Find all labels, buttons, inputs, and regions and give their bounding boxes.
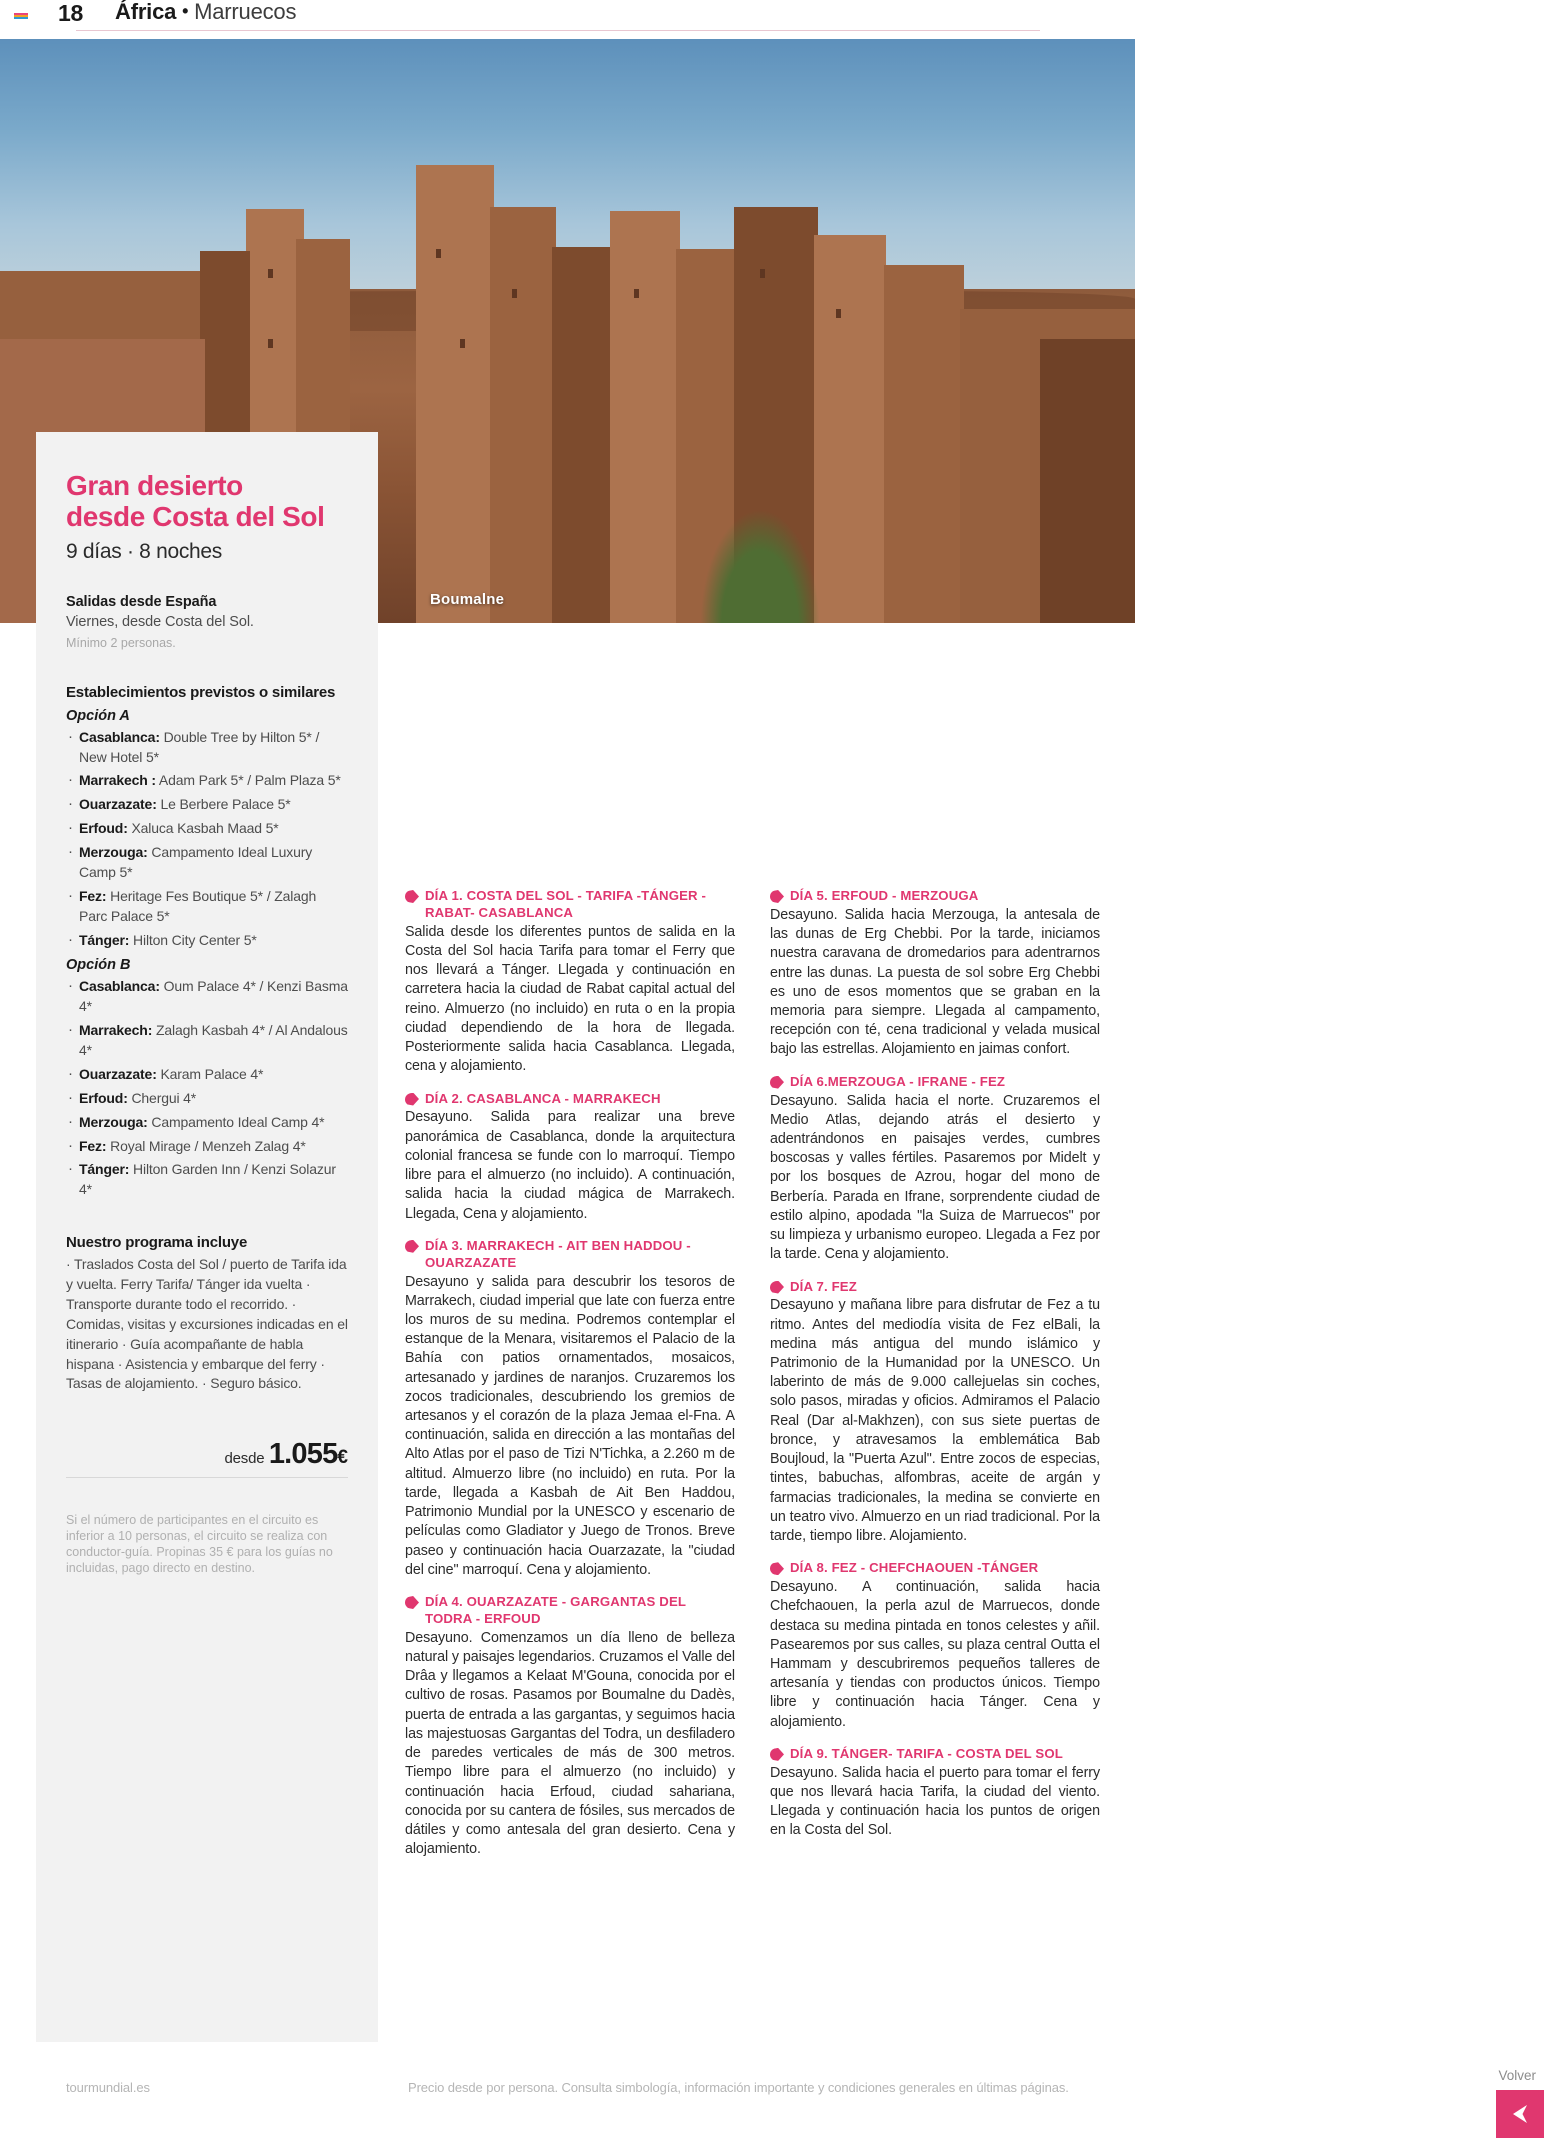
package-title-line2: desde Costa del Sol xyxy=(66,501,325,533)
back-button[interactable] xyxy=(1496,2090,1544,2138)
hero-tower-10 xyxy=(814,235,886,623)
hotel-city: Ouarzazate: xyxy=(79,1065,157,1082)
day-title-text: DÍA 1. COSTA DEL SOL - TARIFA -TÁNGER - RABAT- CASABLANCA xyxy=(425,888,707,920)
hotel-names: Chergui 4* xyxy=(127,1089,197,1106)
package-duration: 9 días · 8 noches xyxy=(66,539,222,563)
hotel-list-item xyxy=(66,931,348,951)
itinerary-day-title xyxy=(770,1746,1100,1763)
brand-mark-icon xyxy=(14,11,36,21)
price-from-label: desde xyxy=(224,1450,265,1468)
back-arrow-icon xyxy=(1507,2101,1533,2127)
package-info-card xyxy=(36,432,378,1616)
hotel-names: Campamento Ideal Luxury Camp 5* xyxy=(79,844,313,880)
hero-window xyxy=(436,249,441,258)
hotel-names: Oum Palace 4* / Kenzi Basma 4* xyxy=(79,978,348,1015)
hero-window xyxy=(268,339,273,348)
page-number: 18 xyxy=(58,0,83,26)
price-currency: € xyxy=(337,1447,348,1469)
hotel-names: Hilton City Center 5* xyxy=(129,931,257,948)
hero-tower-11 xyxy=(884,265,964,623)
hotel-city: Erfoud: xyxy=(79,820,128,837)
hotel-names: Campamento Ideal Camp 4* xyxy=(147,1113,325,1130)
itinerary-day-title xyxy=(770,888,1100,905)
itinerary-day-body: Desayuno. Salida hacia el norte. Cruzaremos el Medio Atlas, dejando atrás el desierto y adentrándonos en paisajes verdes, cumbres boscosas y valles fértiles. Pasaremos por Midelt y por los bosques de Azrou, hogar del mono de Berbería. Parada en Ifrane, sorprendente ciudad de estilo alpino, apodada "la Suiza de Marruecos" por su limpieza y urbanismo europeo. Llegada a Fez por la tarde. Cena y alojamiento. xyxy=(770,1092,1100,1263)
hotel-city: Tánger: xyxy=(79,1161,130,1178)
breadcrumb-separator: • xyxy=(182,1,189,21)
itinerary-day-title xyxy=(405,1594,735,1628)
hotel-city: Merzouga: xyxy=(79,844,148,861)
hotel-names: Hilton Garden Inn / Kenzi Solazur 4* xyxy=(79,1161,336,1198)
hotel-city: Marrakech: xyxy=(79,1022,153,1039)
hotel-names: Royal Mirage / Menzeh Zalag 4* xyxy=(106,1137,306,1154)
day-title-text: DÍA 3. MARRAKECH - AIT BEN HADDOU - OUARZAZATE xyxy=(425,1237,691,1270)
hotel-list-item xyxy=(66,728,348,768)
hotel-list-item xyxy=(66,977,348,1017)
hotel-city: Fez: xyxy=(79,887,107,904)
day-title-text: DÍA 6.MERZOUGA - IFRANE - FEZ xyxy=(790,1073,1006,1089)
itinerary-day-title xyxy=(405,1091,735,1108)
hotel-names: Xaluca Kasbah Maad 5* xyxy=(127,820,279,837)
option-a-heading: Opción A xyxy=(66,707,130,724)
hotel-city: Erfoud: xyxy=(79,1089,128,1106)
hero-tower-4 xyxy=(416,165,494,623)
itinerary-day-title xyxy=(770,1279,1100,1296)
day-bullet-icon xyxy=(770,1748,784,1761)
hotel-city: Fez: xyxy=(79,1137,107,1154)
itinerary-day-title xyxy=(405,1238,735,1272)
itinerary-day-body: Desayuno y salida para descubrir los tesoros de Marrakech, ciudad imperial que late con fuerza entre los muros de su medina. Podremos contemplar el estanque de la Menara, visitaremos el Palacio de la Bahía con patios ornamentados, mosaicos, artesanado y jardines de naranjos. Cruzaremos los zocos tradicionales, descubriendo los gremios de artesanos y el corazón de la plaza Jemaa el-Fna. A continuación, salida en dirección a las montañas del Alto Atlas por el paso de Tizi N'Tichka, a 2.260 m de altitud. Almuerzo libre (no incluido) en ruta. Por la tarde, llegada a Kasbah de Ait Ben Haddou, Patrimonio Mundial por la UNESCO y escenario de películas como Gladiator y Juego de Tronos. Breve paseo y continuación hacia Ouarzazate, la "ciudad del cine" marroquí. Cena y alojamiento. xyxy=(405,1273,735,1578)
includes-text: · Traslados Costa del Sol / puerto de Tarifa ida y vuelta. Ferry Tarifa/ Tánger ida vuelta · Transporte durante todo el recorrido. · Comidas, visitas y excursiones indicadas en el itinerario · Guía acompañante de habla hispana · Asistencia y embarque del ferry · Tasas de alojamiento. · Seguro básico. xyxy=(66,1256,348,1392)
hotel-city: Marrakech : xyxy=(79,772,156,789)
hotel-city: Ouarzazate: xyxy=(79,796,157,813)
hero-window xyxy=(460,339,465,348)
hero-window xyxy=(836,309,841,318)
breadcrumb-region: África xyxy=(115,0,177,24)
hotel-names: Heritage Fes Boutique 5* / Zalagh Parc Palace 5* xyxy=(79,887,317,924)
hero-window xyxy=(634,289,639,298)
itinerary-day-body: Desayuno. Salida hacia el puerto para tomar el ferry que nos llevará hacia Tarifa, la ciudad del viento. Llegada y continuación hacia los puntos de origen en la Costa del Sol. xyxy=(770,1764,1100,1839)
breadcrumb-country: Marruecos xyxy=(194,0,297,24)
hotel-list-item xyxy=(66,1137,348,1157)
day-title-text: DÍA 5. ERFOUD - MERZOUGA xyxy=(790,888,979,903)
hero-palm xyxy=(700,509,820,623)
itinerary-day-body: Desayuno. A continuación, salida hacia Chefchaouen, la perla azul de Marruecos, donde destaca su medina pintada en tonos celestes y añil. Pasearemos por sus calles, su plaza central Outta el Hammam y descubriremos pequeños talleres de artesanía y tiendas con productos únicos. Tiempo libre y continuación hacia Tánger. Cena y alojamiento. xyxy=(770,1579,1100,1730)
hero-window xyxy=(512,289,517,298)
departures-heading: Salidas desde España xyxy=(66,593,217,610)
day-title-text: DÍA 2. CASABLANCA - MARRAKECH xyxy=(425,1090,661,1106)
departures-note: Mínimo 2 personas. xyxy=(66,635,176,650)
hotel-names: Double Tree by Hilton 5* / New Hotel 5* xyxy=(79,728,320,765)
day-title-text: DÍA 7. FEZ xyxy=(790,1278,857,1294)
itinerary-column-1 xyxy=(405,888,735,1859)
breadcrumb xyxy=(115,0,296,25)
hotel-list-item xyxy=(66,1113,348,1133)
option-a-hotel-list xyxy=(66,728,348,951)
hotel-list-item xyxy=(66,1065,348,1085)
hero-wall-right-2 xyxy=(1040,339,1135,623)
day-bullet-icon xyxy=(770,1076,784,1089)
itinerary-day-title xyxy=(405,888,735,922)
includes-heading: Nuestro programa incluye xyxy=(66,1234,248,1252)
hotel-list-item xyxy=(66,887,348,927)
footer-legal-note: Precio desde por persona. Consulta simbología, información importante y condiciones generales en últimas páginas. xyxy=(408,2080,1069,2095)
day-bullet-icon xyxy=(405,1240,419,1253)
itinerary-day-body: Desayuno. Salida para realizar una breve panorámica de Casablanca, donde la arquitectura colonial francesa se funde con lo marroquí. Tiempo libre para el almuerzo (no incluido). A continuación, salida hacia la ciudad mágica de Marrakech. Llegada, Cena y alojamiento. xyxy=(405,1109,735,1222)
hotel-list-item xyxy=(66,1021,348,1061)
hero-window xyxy=(268,269,273,278)
itinerary-day-body: Desayuno. Comenzamos un día lleno de belleza natural y paisajes legendarios. Cruzamos el Valle del Drâa y llegamos a Kelaat M'Gouna, conocida por el cultivo de rosas. Pasamos por Boumalne du Dadès, puerta de entrada a las gargantas, y seguimos hacia las majestuosas Gargantas del Todra, un desfiladero de paredes verticales de más de 300 metros. Tiempo libre para el almuerzo (no incluido) y continuación hacia Erfoud, ciudad sahariana, conocida por su cantera de fósiles, sus mercados de dátiles y como antesala del gran desierto. Cena y alojamiento. xyxy=(405,1629,735,1858)
hotel-list-item xyxy=(66,819,348,839)
hotel-list-item xyxy=(66,1089,348,1109)
hero-tower-5 xyxy=(490,207,556,623)
day-title-text: DÍA 4. OUARZAZATE - GARGANTAS DEL TODRA - ERFOUD xyxy=(425,1594,686,1626)
day-title-text: DÍA 9. TÁNGER- TARIFA - COSTA DEL SOL xyxy=(790,1745,1063,1761)
hero-tower-7 xyxy=(610,211,680,623)
itinerary-day-body: Desayuno y mañana libre para disfrutar de Fez a tu ritmo. Antes del mediodía visita de Fez elBali, la medina más antigua del mundo islámico y Patrimonio de la Humanidad por la UNESCO. Un laberinto de más de 9.000 callejuelas sin coches, solo pasos, miradas y oficios. Admiramos el Palacio Real (Dar al-Makhzen), con sus siete puertas de bronce, y atravesamos la emblemática Bab Boujloud, la "Puerta Azul". Entre zocos de especias, tintes, babuchas, alfombras, aceite de argán y farmacias tradicionales, la medina se convierte en un teatro vivo. Almuerzo en un riad tradicional. Por la tarde, tiempo libre. Alojamiento. xyxy=(770,1297,1100,1545)
day-title-text: DÍA 8. FEZ - CHEFCHAOUEN -TÁNGER xyxy=(790,1560,1039,1576)
price-row xyxy=(66,1438,348,1478)
hotel-city: Casablanca: xyxy=(79,978,160,995)
day-bullet-icon xyxy=(405,1596,419,1609)
footer-site-url[interactable]: tourmundial.es xyxy=(66,2080,150,2095)
package-title-line1: Gran desierto xyxy=(66,470,243,501)
itinerary-section xyxy=(405,888,1515,1859)
hero-caption: Boumalne xyxy=(430,591,505,608)
hotel-list-item xyxy=(66,795,348,815)
itinerary-day-title xyxy=(770,1074,1100,1091)
departures-text: Viernes, desde Costa del Sol. xyxy=(66,613,254,630)
page-header xyxy=(0,0,1550,38)
hotel-list-item xyxy=(66,843,348,883)
day-bullet-icon xyxy=(405,890,419,903)
option-b-hotel-list xyxy=(66,977,348,1200)
hotels-heading: Establecimientos previstos o similares xyxy=(66,683,336,701)
day-bullet-icon xyxy=(770,1281,784,1294)
hero-window xyxy=(760,269,765,278)
day-bullet-icon xyxy=(405,1093,419,1106)
itinerary-day-body: Desayuno. Salida hacia Merzouga, la antesala de las dunas de Erg Chebbi. Por la tarde, iniciamos nuestra caravana de dromedarios para adentrarnos entre las dunas. La puesta de sol sobre Erg Chebbi es uno de esos momentos que se graban en la memoria para siempre. Llegada al campamento, recepción con té, cena tradicional y velada musical bajo las estrellas. Alojamiento en jaimas confort. xyxy=(770,906,1100,1058)
itinerary-day-body: Salida desde los diferentes puntos de salida en la Costa del Sol hacia Tarifa para tomar el Ferry que nos llevará a Tánger. Llegada y continuación en carretera hacia la ciudad de Rabat capital actual del reino. Almuerzo (no incluido) en ruta o en la propia ciudad dependiendo de la hora de llegada. Posteriormente salida hacia Casablanca. Llegada, cena y alojamiento. xyxy=(405,923,735,1075)
option-b-heading: Opción B xyxy=(66,957,131,974)
hotel-names: Karam Palace 4* xyxy=(156,1065,264,1082)
hotel-names: Zalagh Kasbah 4* / Al Andalous 4* xyxy=(79,1022,348,1059)
hotel-city: Tánger: xyxy=(79,931,130,948)
back-button-label: Volver xyxy=(1498,2068,1536,2083)
hotel-names: Adam Park 5* / Palm Plaza 5* xyxy=(155,772,341,789)
hero-tower-6 xyxy=(552,247,614,623)
day-bullet-icon xyxy=(770,890,784,903)
package-title xyxy=(66,470,348,533)
day-bullet-icon xyxy=(770,1562,784,1575)
hotel-names: Le Berbere Palace 5* xyxy=(156,796,291,813)
hotel-list-item xyxy=(66,1160,348,1200)
itinerary-day-title xyxy=(770,1560,1100,1577)
hotel-list-item xyxy=(66,771,348,791)
header-divider xyxy=(76,30,1040,31)
hotel-city: Merzouga: xyxy=(79,1113,148,1130)
price-amount: 1.055 xyxy=(268,1438,338,1471)
price-disclaimer: Si el número de participantes en el circuito es inferior a 10 personas, el circuito se realiza con conductor-guía. Propinas 35 € para los guías no incluidas, pago directo en destino. xyxy=(66,1513,333,1576)
hotel-city: Casablanca: xyxy=(79,728,160,745)
itinerary-column-2 xyxy=(770,888,1100,1859)
